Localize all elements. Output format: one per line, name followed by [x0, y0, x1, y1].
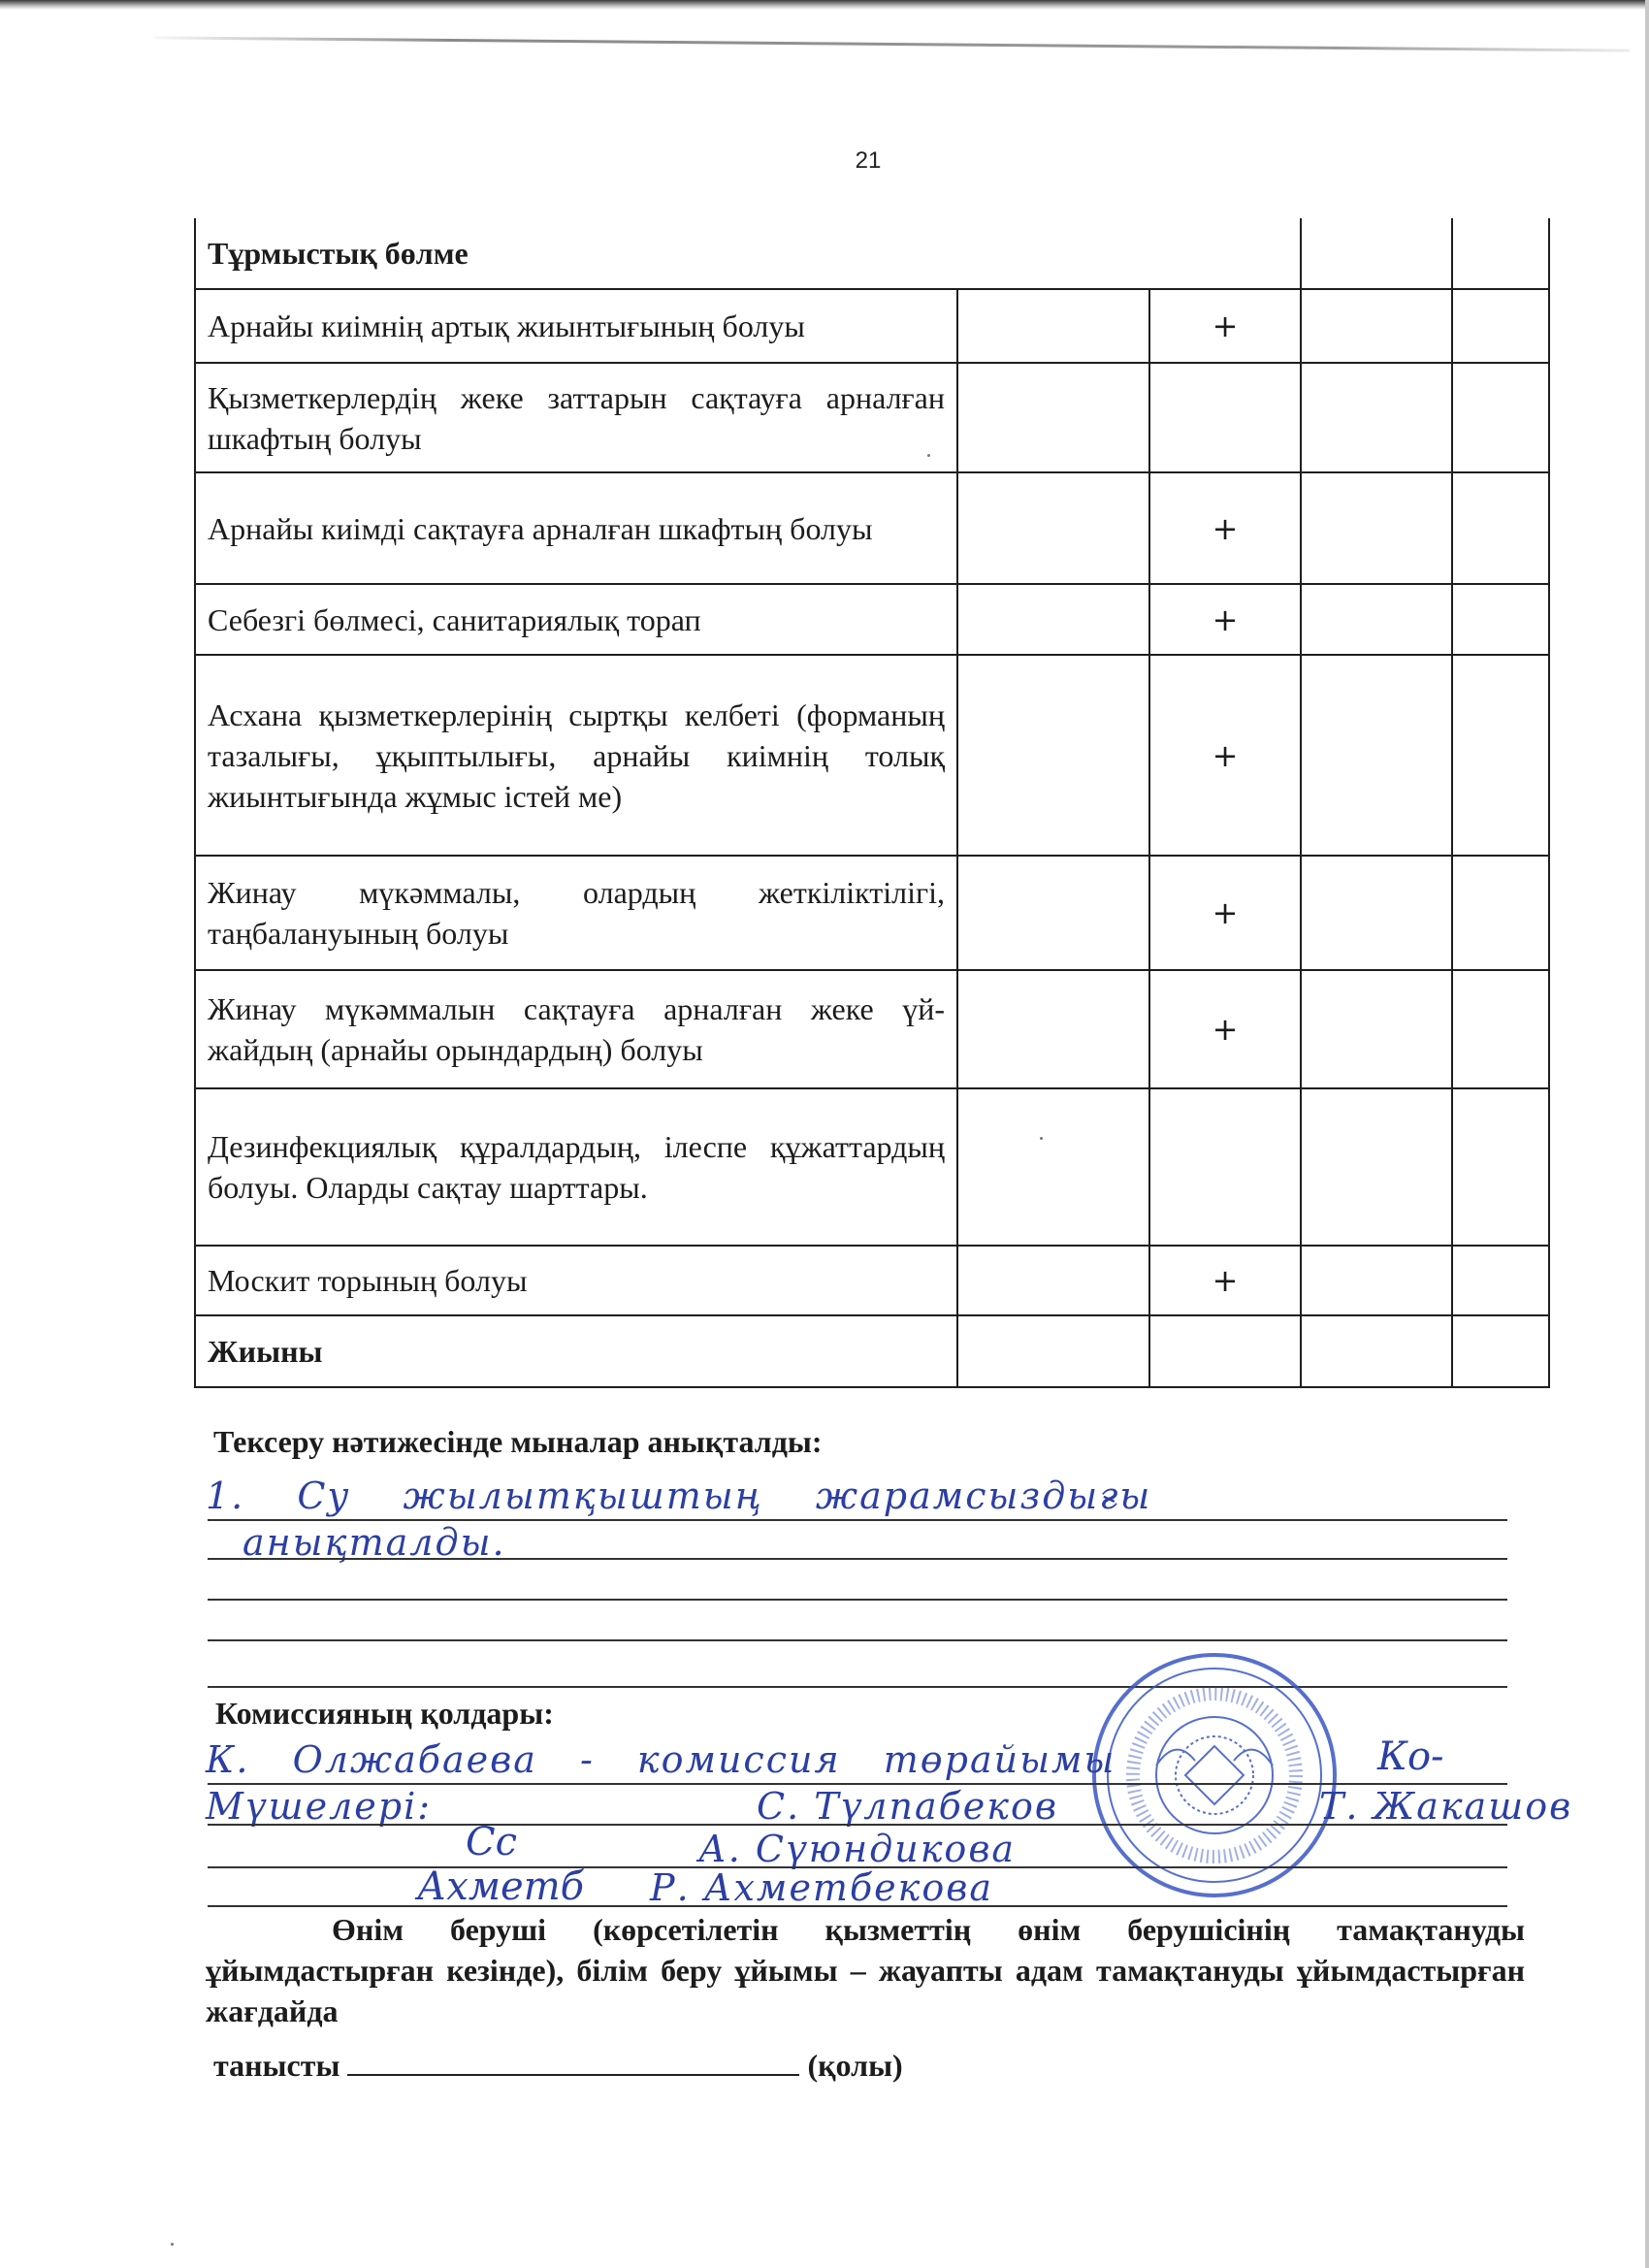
official-seal: [1088, 1649, 1341, 1901]
member-signature: Ахметб: [417, 1864, 585, 1909]
check-mark: +: [1149, 970, 1301, 1088]
row-label: Дезинфекциялық құралдардың, ілеспе құжаттардың болуы. Оларды сақтау шарттары.: [195, 1088, 957, 1246]
empty-cell: [1301, 472, 1452, 584]
handwritten-finding: 1. Су жылытқыштың жарамсыздығы: [206, 1474, 1152, 1517]
empty-cell: [1301, 856, 1452, 970]
total-row: [195, 1315, 1549, 1387]
empty-cell: [1452, 218, 1549, 289]
writing-line: [208, 1905, 1507, 1907]
writing-line: [208, 1824, 1507, 1826]
table-row: [195, 472, 1549, 584]
empty-cell: [1452, 363, 1549, 472]
section-header: Тұрмыстық бөлме: [195, 218, 1301, 289]
check-mark: +: [1149, 856, 1301, 970]
check-mark: [1149, 1088, 1301, 1246]
empty-cell: [1301, 1246, 1452, 1315]
writing-line: [208, 1599, 1507, 1601]
scan-edge: [0, 0, 1649, 10]
commission-chair: К. Олжабаева - комиссия төрайымы: [206, 1738, 1116, 1781]
row-label: Жинау мүкәммалы, олардың жеткіліктілігі, таңбалануының болуы: [195, 856, 957, 970]
handwritten-finding: анықталды.: [242, 1521, 506, 1564]
empty-cell: [957, 472, 1149, 584]
page-number: 21: [855, 147, 882, 174]
row-label: Жинау мүкәммалын сақтауға арналған жеке үй-жайдың (арнайы орындардың) болуы: [195, 970, 957, 1088]
empty-cell: [957, 655, 1149, 856]
producer-statement: Өнім беруші (көрсетілетін қызметтің өнім берушісінің тамақтануды ұйымдастырған кезінде), білім беру ұйымы – жауапты адам тамақтануды ұйымдастырған жағдайда: [206, 1912, 1525, 2028]
member-signature: Сс: [466, 1820, 518, 1864]
table-row: [195, 363, 1549, 472]
empty-cell: [1452, 289, 1549, 363]
empty-cell: [957, 1088, 1149, 1246]
chair-signature: Ко‑: [1377, 1734, 1444, 1779]
check-mark: +: [1149, 289, 1301, 363]
empty-cell: [1301, 363, 1452, 472]
empty-cell: [957, 363, 1149, 472]
empty-cell: [957, 1315, 1149, 1387]
empty-cell: [957, 1246, 1149, 1315]
empty-cell: [1452, 970, 1549, 1088]
acquainted-label: танысты: [213, 2048, 340, 2083]
empty-cell: [1452, 856, 1549, 970]
table-row: [195, 584, 1549, 655]
member-name: С. Түлпабеков: [757, 1785, 1058, 1828]
empty-cell: [957, 289, 1149, 363]
empty-cell: [1301, 970, 1452, 1088]
findings-heading: Тексеру нәтижесінде мыналар анықталды:: [213, 1424, 823, 1459]
empty-cell: [1301, 1315, 1452, 1387]
row-label: Қызметкерлердің жеке заттарын сақтауға арналған шкафтың болуы: [195, 363, 957, 472]
table-row: [195, 1246, 1549, 1315]
scan-speck: [927, 454, 930, 457]
member-name: А. Сүюндикова: [698, 1828, 1017, 1870]
check-mark: +: [1149, 584, 1301, 655]
empty-cell: [1452, 1315, 1549, 1387]
row-label: Арнайы киімді сақтауға арналған шкафтың болуы: [195, 472, 957, 584]
table-row: [195, 289, 1549, 363]
member-name: Т. Жакашов: [1319, 1785, 1573, 1828]
scan-edge-right: [1645, 0, 1649, 2268]
empty-cell: [1452, 1088, 1549, 1246]
row-label: Асхана қызметкерлерінің сыртқы келбеті (форманың тазалығы, ұқыптылығы, арнайы киімнің толық жиынтығында жұмыс істей ме): [195, 655, 957, 856]
empty-cell: [1301, 289, 1452, 363]
row-label: Арнайы киімнің артық жиынтығының болуы: [195, 289, 957, 363]
table-row: [195, 970, 1549, 1088]
section-header-row: [195, 218, 1549, 289]
check-mark: [1149, 363, 1301, 472]
empty-cell: [1301, 218, 1452, 289]
checklist-table: [194, 218, 1550, 1388]
empty-cell: [1452, 1246, 1549, 1315]
empty-cell: [1452, 584, 1549, 655]
signature-field: [347, 2045, 799, 2076]
commission-heading: Комиссияның қолдары:: [215, 1696, 554, 1731]
row-label: Москит торының болуы: [195, 1246, 957, 1315]
check-mark: +: [1149, 655, 1301, 856]
scan-speck: [171, 2243, 174, 2246]
empty-cell: [1149, 1315, 1301, 1387]
writing-line: [208, 1519, 1507, 1521]
check-mark: +: [1149, 472, 1301, 584]
scan-artifact-line: [155, 36, 1630, 51]
table-row: [195, 856, 1549, 970]
member-name: Р. Ахметбекова: [650, 1866, 993, 1909]
empty-cell: [1452, 472, 1549, 584]
members-label: Мүшелері:: [206, 1785, 433, 1828]
empty-cell: [1301, 655, 1452, 856]
writing-line: [208, 1558, 1507, 1560]
writing-line: [208, 1639, 1507, 1641]
empty-cell: [1452, 655, 1549, 856]
total-label: Жиыны: [195, 1315, 957, 1387]
row-label: Себезгі бөлмесі, санитариялық торап: [195, 584, 957, 655]
empty-cell: [957, 970, 1149, 1088]
scan-speck: [1040, 1137, 1043, 1140]
signature-label: (қолы): [807, 2048, 903, 2083]
table-row: [195, 1088, 1549, 1246]
acquainted-line: [213, 2045, 903, 2084]
empty-cell: [1301, 584, 1452, 655]
empty-cell: [957, 856, 1149, 970]
empty-cell: [957, 584, 1149, 655]
check-mark: +: [1149, 1246, 1301, 1315]
table-row: [195, 655, 1549, 856]
empty-cell: [1301, 1088, 1452, 1246]
